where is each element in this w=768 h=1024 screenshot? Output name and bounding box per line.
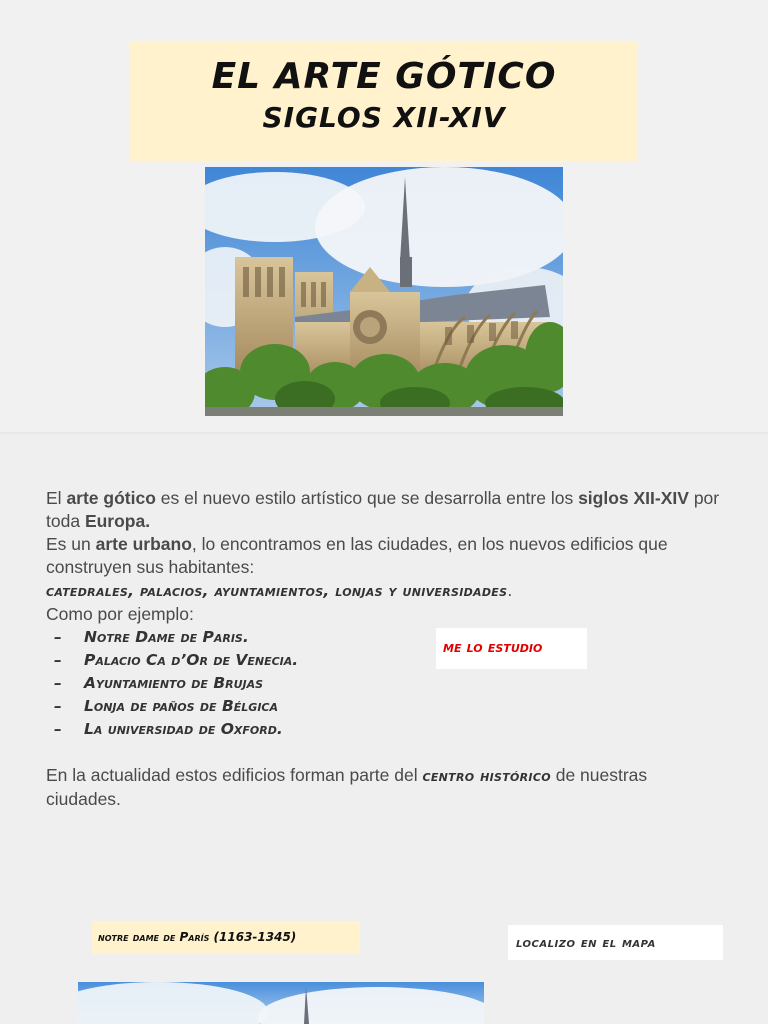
list-item-label: La universidad de Oxford.	[84, 720, 283, 738]
bold-term: arte urbano	[95, 534, 192, 554]
list-item-label: Notre Dame de Paris.	[84, 628, 249, 646]
title-box	[130, 42, 638, 162]
body-text	[46, 487, 726, 811]
example-intro: Como por ejemplo:	[46, 604, 194, 624]
bold-term: arte gótico	[66, 488, 156, 508]
page-title: EL ARTE GÓTICO	[211, 56, 557, 97]
list-item	[54, 649, 726, 672]
photo-caption: notre dame de París (1163-1345)	[92, 921, 360, 954]
text-run: por toda	[46, 488, 720, 531]
study-note: me lo estudio	[436, 628, 587, 669]
map-note: localizo en el mapa	[508, 925, 723, 960]
list-item	[54, 672, 726, 695]
text-run: En la actualidad estos edificios forman parte del	[46, 765, 423, 785]
dash-marker: –	[54, 697, 62, 715]
text-run: , lo encontramos en las ciudades, en los nuevos edificios que construyen sus habitantes:	[46, 534, 668, 577]
list-item-label: Palacio Ca d’Or de Venecia.	[84, 651, 299, 669]
slide-1	[0, 0, 768, 432]
list-item	[54, 626, 726, 649]
paragraph-historic	[46, 764, 726, 811]
dash-marker: –	[54, 674, 62, 692]
cathedral-photo	[205, 167, 563, 416]
dash-marker: –	[54, 720, 62, 738]
list-item-label: Lonja de paños de Bélgica	[84, 697, 279, 715]
text-run: Es un	[46, 534, 96, 554]
historic-center-term: centro histórico	[422, 767, 551, 785]
list-item	[54, 718, 726, 741]
list-item-label: Ayuntamiento de Brujas	[84, 674, 264, 692]
bold-term: Europa.	[84, 511, 151, 531]
text-run: .	[507, 580, 513, 600]
dash-marker: –	[54, 651, 62, 669]
paragraph-urban	[46, 533, 726, 579]
buildings-line	[46, 579, 726, 603]
spacer	[46, 741, 726, 764]
text-run: es el nuevo estilo artístico que se desarrolla entre los	[155, 488, 579, 508]
examples-list	[54, 626, 726, 741]
page-subtitle: SIGLOS XII-XIV	[262, 101, 506, 134]
paragraph-intro	[46, 487, 726, 533]
text-run: de nuestras ciudades.	[46, 765, 648, 809]
text-run: El	[46, 488, 67, 508]
dash-marker: –	[54, 628, 62, 646]
buildings-list-text: catedrales, palacios, ayuntamientos, lonjas y universidades	[46, 582, 508, 600]
list-item	[54, 695, 726, 718]
bold-term: siglos XII-XIV	[578, 488, 689, 508]
cathedral-photo-2	[78, 982, 484, 1024]
